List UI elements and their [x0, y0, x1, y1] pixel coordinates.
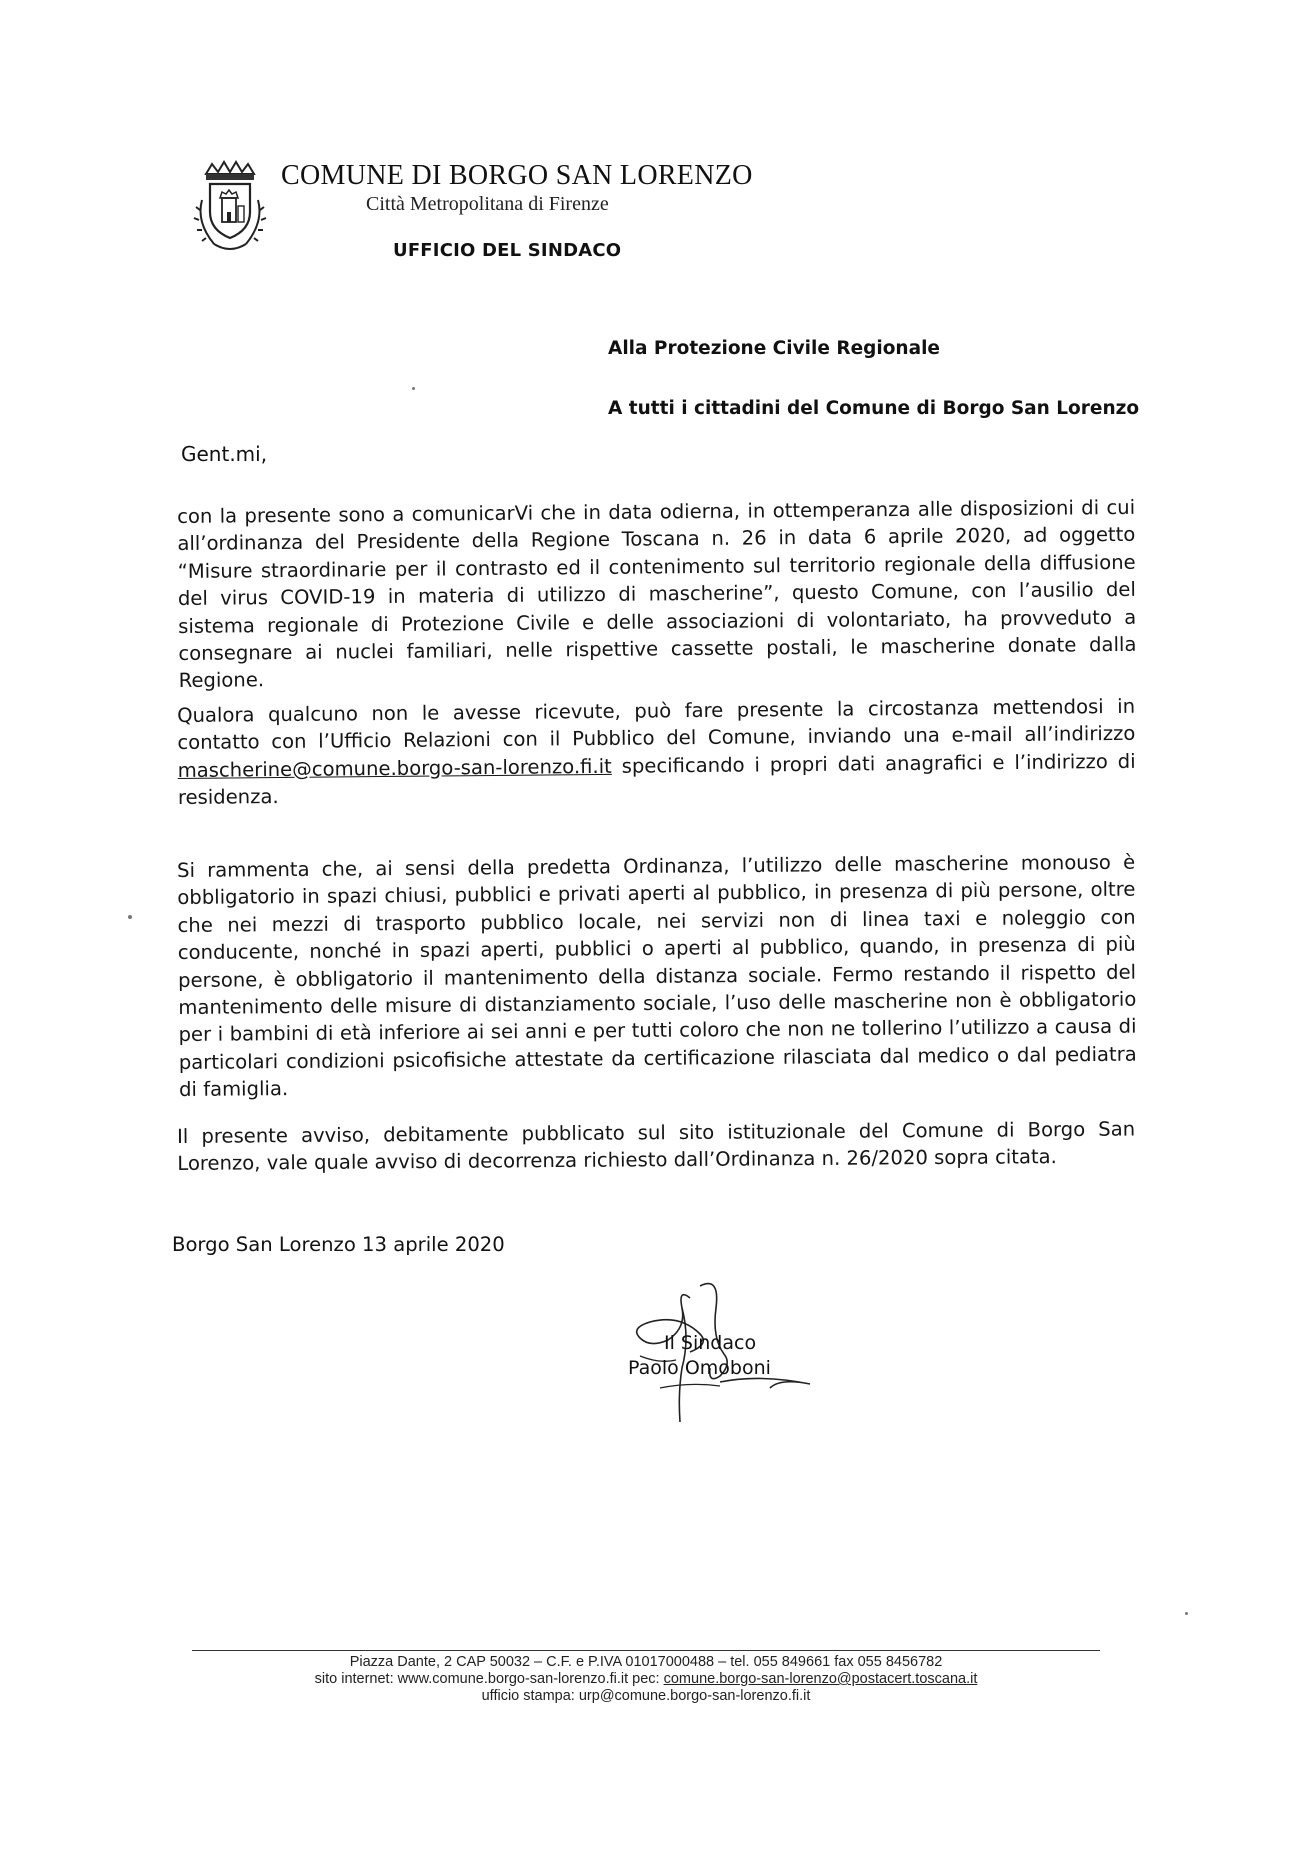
- body-paragraph: Si rammenta che, ai sensi della predetta Ordinanza, l’utilizzo delle mascherine monouso è obbligatorio in spazi chiusi, pubblici e privati aperti al pubblico, in presenza di più persone, oltre che nei mezzi di trasporto pubblico locale, nei servizi non di linea taxi e noleggio con conducente, nonché in spazi aperti, pubblici o aperti al pubblico, quando, in presenza di più persone, è obbligatorio il mantenimento della distanza sociale. Fermo restando il rispetto del mantenimento delle misure di distanziamento sociale, l’uso delle mascherine non è obbligatorio per i bambini di età inferiore ai sei anni e per tutti coloro che non ne tollerino l’utilizzo a causa di particolari condizioni psicofisiche attestate da certificazione rilasciata dal medico o dal pediatra di famiglia.: [177, 850, 1137, 1102]
- footer-web-line: [192, 1671, 1100, 1688]
- scan-speck: [412, 387, 415, 390]
- office-heading: UFFICIO DEL SINDACO: [393, 240, 622, 261]
- recipient-line: Alla Protezione Civile Regionale: [608, 338, 940, 359]
- footer: [192, 1654, 1100, 1705]
- body-paragraph: [177, 693, 1136, 812]
- footer-pec-link[interactable]: comune.borgo-san-lorenzo@postacert.toscana.it: [663, 1671, 978, 1687]
- footer-web-text: sito internet: www.comune.borgo-san-lorenzo.fi.it pec:: [314, 1671, 664, 1687]
- body-paragraph: Il presente avviso, debitamente pubblicato sul sito istituzionale del Comune di Borgo San Lorenzo, vale quale avviso di decorrenza richiesto dall’Ordinanza n. 26/2020 sopra citata.: [177, 1117, 1136, 1176]
- body-paragraph: con la presente sono a comunicarVi che in data odierna, in ottemperanza alle disposizioni di cui all’ordinanza del Presidente della Regione Toscana n. 26 in data 6 aprile 2020, ad oggetto “Misure straordinarie per il contrasto ed il contenimento sul territorio regionale della diffusione del virus COVID-19 in materia di utilizzo di mascherine”, questo Comune, con l’ausilio del sistema regionale di Protezione Civile e delle associazioni di volontariato, ha provveduto a consegnare ai nuclei familiari, nelle rispettive cassette postali, le mascherine donate dalla Regione.: [177, 495, 1137, 693]
- municipality-name: COMUNE DI BORGO SAN LORENZO: [281, 160, 753, 191]
- paragraph-text: specificando i propri dati anagrafici e l’indirizzo di residenza.: [177, 749, 1136, 810]
- scan-speck: [1185, 1612, 1188, 1615]
- paragraph-text: Qualora qualcuno non le avesse ricevute, può fare presente la circostanza mettendosi in contatto con l’Ufficio Relazioni con il Pubblico del Comune, inviando una e-mail all’indirizzo: [177, 694, 1136, 755]
- salutation: Gent.mi,: [181, 442, 268, 466]
- scan-speck: [128, 915, 132, 919]
- signatory-name: Paolo Omoboni: [628, 1357, 771, 1379]
- place-date: Borgo San Lorenzo 13 aprile 2020: [172, 1233, 505, 1256]
- signatory-title: Il Sindaco: [664, 1332, 757, 1354]
- email-link[interactable]: mascherine@comune.borgo-san-lorenzo.fi.it: [177, 754, 612, 782]
- recipient-line: A tutti i cittadini del Comune di Borgo San Lorenzo: [608, 398, 1140, 419]
- municipal-crest-icon: [192, 160, 268, 258]
- footer-address-line: Piazza Dante, 2 CAP 50032 – C.F. e P.IVA 01017000488 – tel. 055 849661 fax 055 8456782: [349, 1654, 943, 1670]
- footer-divider: [192, 1650, 1100, 1651]
- footer-press-line: ufficio stampa: urp@comune.borgo-san-lorenzo.fi.it: [481, 1688, 811, 1704]
- municipality-subtitle: Città Metropolitana di Firenze: [366, 193, 609, 215]
